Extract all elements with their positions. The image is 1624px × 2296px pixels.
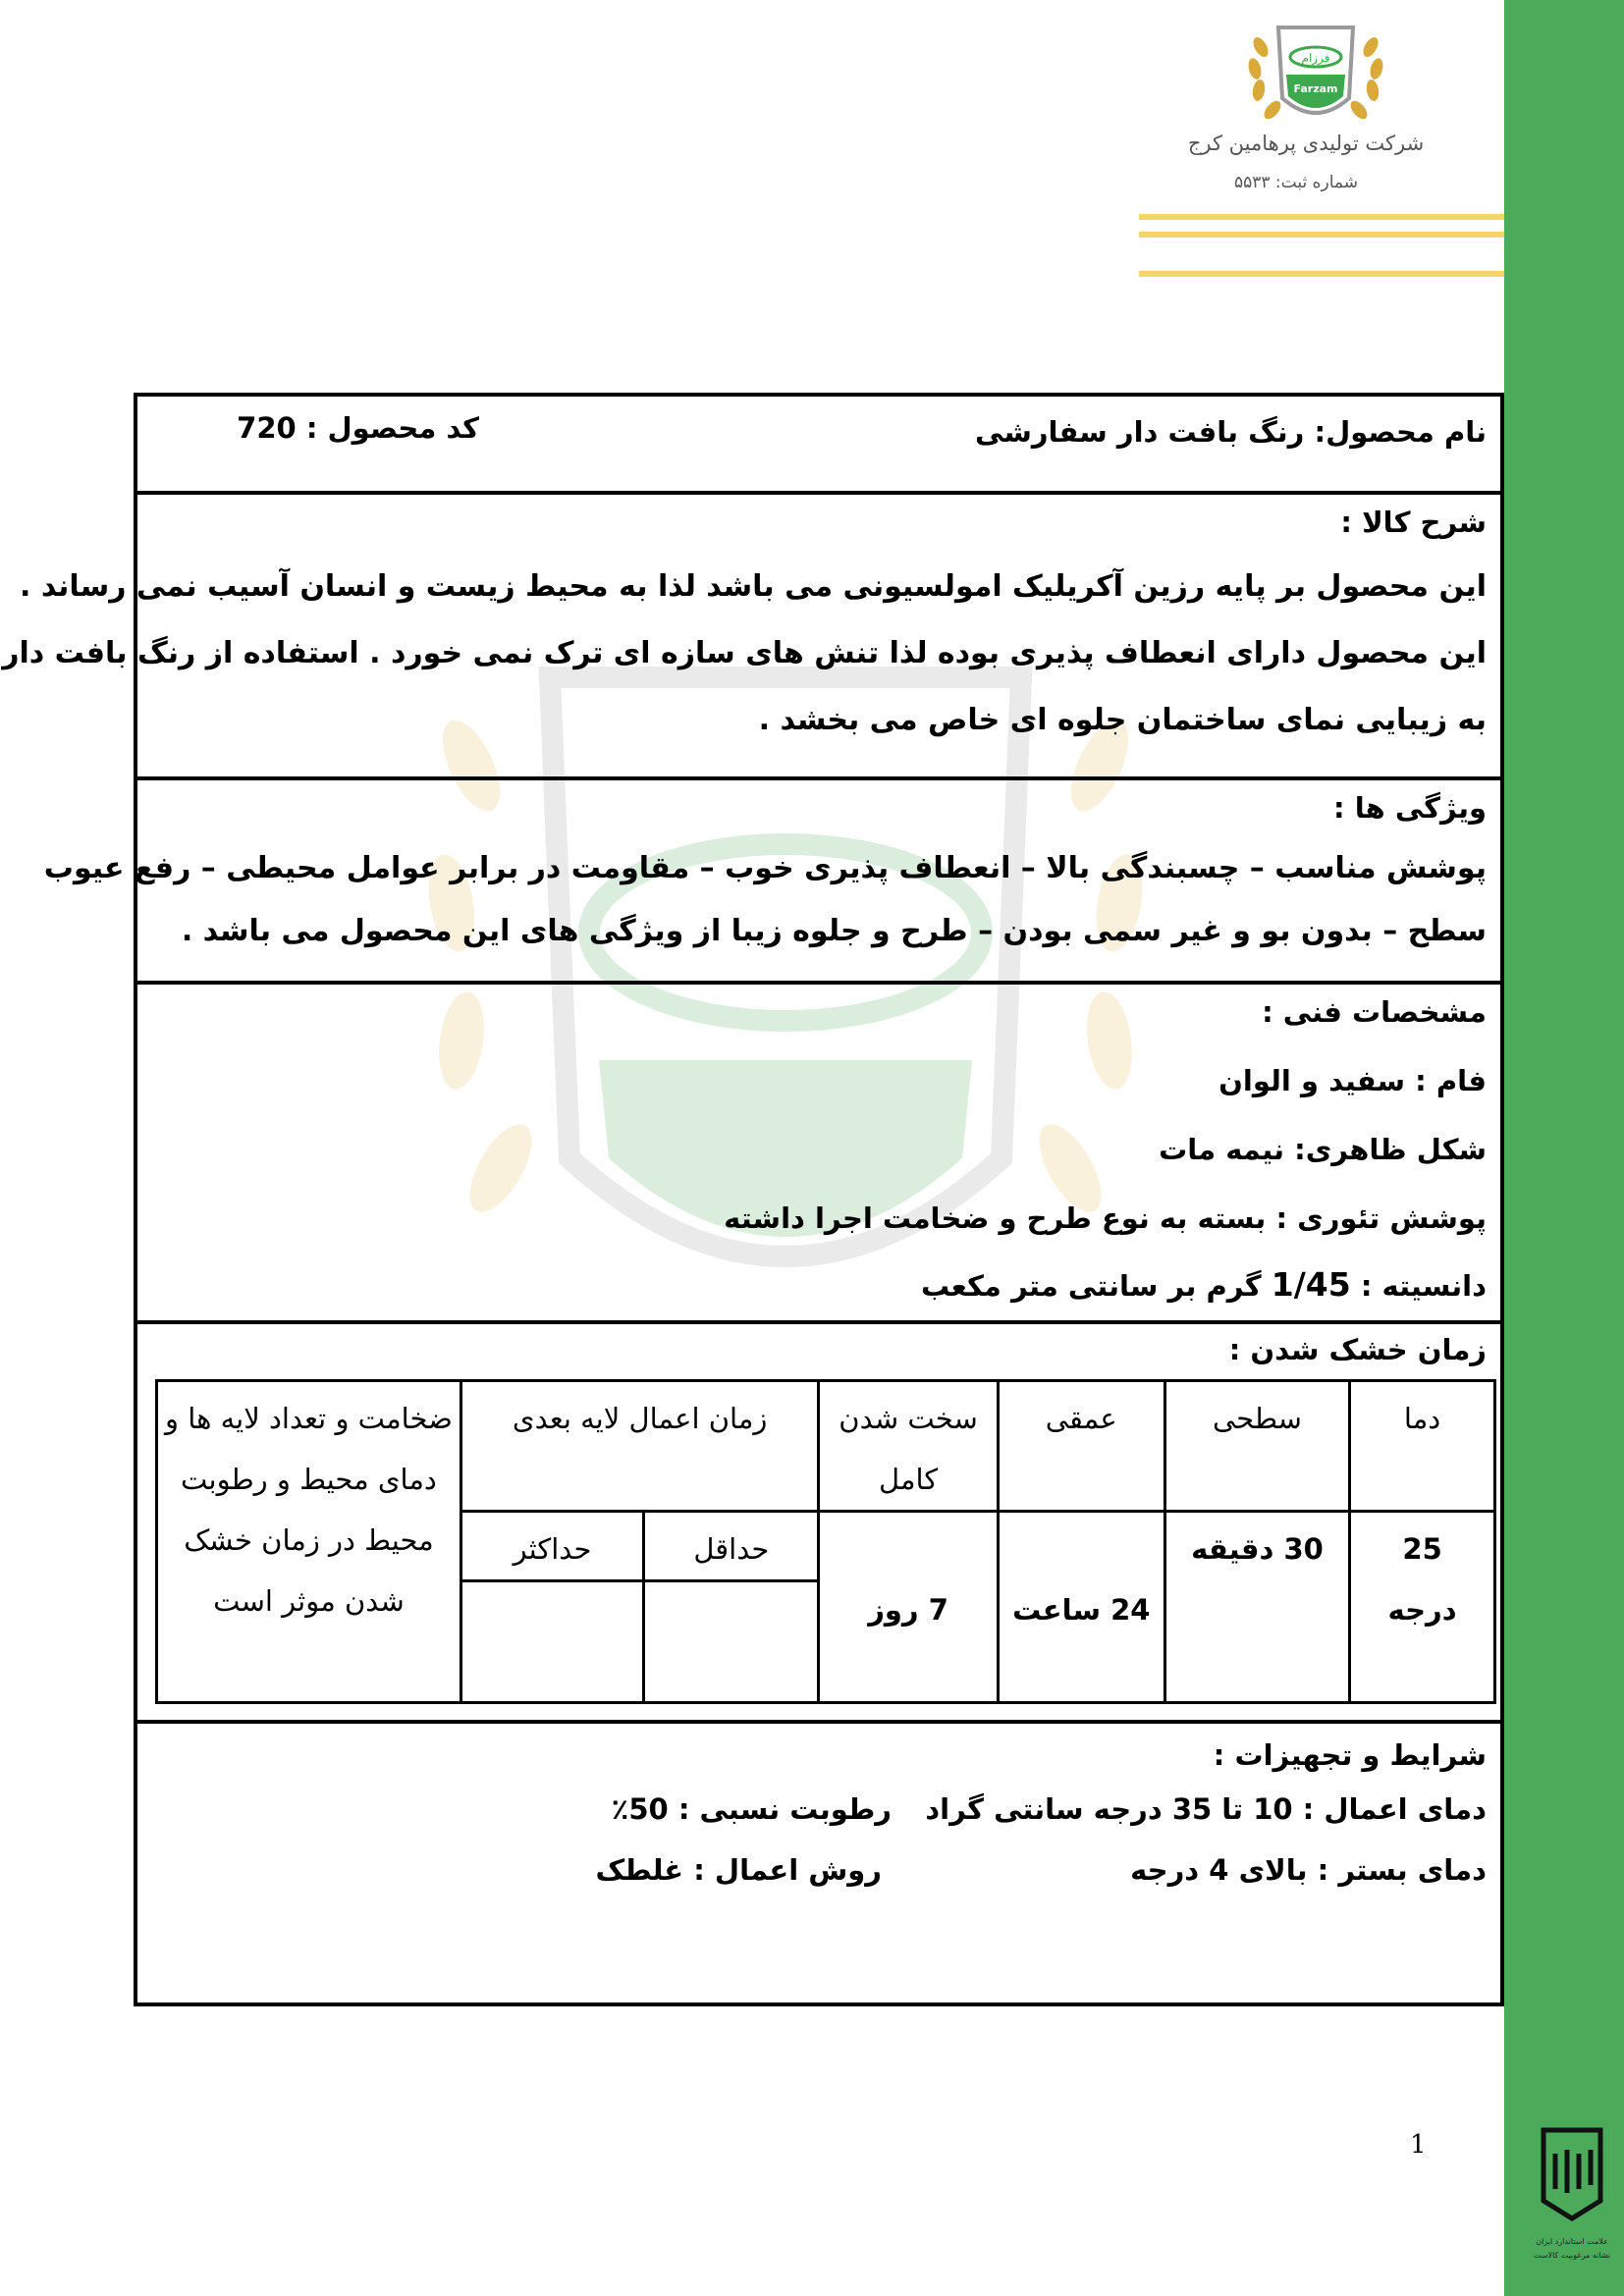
header-recoat: زمان اعمال لایه بعدی [460, 1381, 819, 1512]
substrate-value: 4 [1209, 1853, 1229, 1887]
registration-number: شماره ثبت: ۵۵۳۳ [1234, 173, 1358, 192]
description-heading: شرح کالا : [1340, 506, 1487, 539]
product-code-label: کد محصول : [305, 411, 479, 445]
features-heading: ویژگی ها : [1333, 791, 1487, 825]
specs-heading: مشخصات فنی : [1262, 995, 1487, 1029]
spec-density-label: دانسیته : [1360, 1269, 1487, 1303]
product-row [137, 397, 1500, 495]
application-temp-to: 35 [1171, 1792, 1213, 1826]
features-line: سطح – بدون بو و غیر سمی بودن – طرح و جلوه زیبا از ویژگی های این محصول می باشد . [181, 914, 1487, 948]
gold-divider-line [1139, 214, 1504, 220]
description-line: این محصول بر پایه رزین آکریلیک امولسیونی می باشد لذا به محیط زیست و انسان آسیب نمی رساند . [20, 569, 1487, 604]
spec-finish-value: نیمه مات [1159, 1133, 1284, 1166]
application-temp-label: دمای اعمال : [1302, 1792, 1487, 1826]
specs-section [137, 981, 1500, 1324]
depth-unit: ساعت [1012, 1593, 1101, 1627]
relative-humidity [612, 1792, 892, 1826]
features-section [43, 776, 1500, 985]
company-name: شرکت تولیدی پرهامین کرج [1187, 132, 1425, 155]
drying-section [137, 1320, 1500, 1724]
application-temp-from: 10 [1253, 1792, 1293, 1826]
header-temp: دما [1350, 1381, 1495, 1512]
product-code-line [237, 406, 479, 450]
drying-heading: زمان خشک شدن : [1228, 1333, 1487, 1366]
substrate-temp [1130, 1853, 1487, 1887]
value-hard [819, 1512, 998, 1703]
value-temp [1350, 1512, 1495, 1703]
application-method [596, 1853, 882, 1887]
features-line: پوشش مناسب – چسبندگی بالا – انعطاف پذیری خوب – مقاومت در برابر عوامل محیطی – رفع عیوب [43, 851, 1487, 885]
logo-text-latin: Farzam [1293, 82, 1338, 95]
standard-caption: نشانه مرغوبیت کالاست [1533, 2251, 1611, 2260]
conditions-section [137, 1720, 1500, 2004]
method-label: روش اعمال : [693, 1853, 882, 1887]
depth-num: 24 [1110, 1593, 1151, 1627]
header-hard: سخت شدن کامل [819, 1381, 998, 1512]
spec-coverage-value: بسته به نوع طرح و ضخامت اجرا داشته [724, 1201, 1267, 1235]
product-name-value: رنگ بافت دار سفارشی [974, 415, 1305, 449]
drying-note: ضخامت و تعداد لایه ها و دمای محیط و رطوبت محیط در زمان خشک شدن موثر است [157, 1381, 461, 1703]
description-section [2, 491, 1500, 780]
header-surface: سطحی [1164, 1381, 1349, 1512]
humidity-value: 50٪ [611, 1792, 669, 1826]
substrate-unit: درجه [1130, 1853, 1200, 1887]
min-label: حداقل [644, 1512, 819, 1581]
application-temp-to-word: تا [1221, 1792, 1244, 1826]
application-temp [925, 1792, 1487, 1826]
spec-density [921, 1263, 1487, 1308]
spec-finish [1159, 1128, 1487, 1171]
spec-coverage-label: پوشش تئوری : [1275, 1201, 1487, 1235]
product-sheet [2, 393, 1504, 2006]
substrate-label: دمای بستر : بالای [1238, 1853, 1487, 1887]
hard-num: 7 [928, 1593, 948, 1627]
spec-density-unit: گرم بر سانتی متر مکعب [920, 1269, 1262, 1303]
description-line: این محصول دارای انعطاف پذیری بوده لذا تنش های سازه ای ترک نمی خورد . استفاده از رنگ بافت دار [2, 636, 1487, 670]
spec-finish-label: شکل ظاهری: [1294, 1133, 1487, 1166]
spec-color-value: سفید و الوان [1218, 1064, 1406, 1097]
farzam-logo [1239, 18, 1392, 133]
application-temp-unit: درجه سانتی گراد [925, 1792, 1163, 1826]
min-value-cell [644, 1581, 819, 1703]
description-line: به زیبایی نمای ساختمان جلوه ای خاص می بخشد . [758, 703, 1487, 737]
surface-num: 30 [1283, 1532, 1324, 1566]
spec-color [1218, 1059, 1487, 1102]
product-name-label: نام محصول: [1314, 415, 1487, 449]
iran-standard-mark-icon [1528, 2120, 1616, 2287]
standard-caption: علامت استاندارد ایران [1536, 2237, 1608, 2246]
humidity-label: رطوبت نسبی : [677, 1792, 892, 1826]
green-sidebar [1504, 0, 1624, 2296]
gold-divider-line [1139, 232, 1504, 238]
spec-density-value: 1/45 [1271, 1265, 1351, 1304]
product-code-value: 720 [237, 411, 297, 445]
gold-divider-line [1139, 271, 1504, 277]
value-surface [1164, 1512, 1349, 1703]
drying-table [155, 1379, 1496, 1704]
header-depth: عمقی [998, 1381, 1164, 1512]
spec-color-label: فام : [1415, 1064, 1487, 1097]
hard-unit: روز [868, 1593, 919, 1627]
method-value: غلطک [595, 1853, 684, 1887]
temp-unit: درجه [1387, 1593, 1457, 1627]
logo-text: فرزام [1301, 51, 1330, 65]
conditions-heading: شرایط و تجهیزات : [1213, 1738, 1487, 1772]
product-name-line [975, 410, 1487, 454]
value-depth [998, 1512, 1164, 1703]
temp-num: 25 [1402, 1532, 1442, 1566]
surface-unit: دقیقه [1191, 1532, 1274, 1566]
page-number: 1 [1410, 2130, 1427, 2160]
spec-coverage [724, 1197, 1487, 1240]
max-label: حداکثر [460, 1512, 643, 1581]
max-value-cell [460, 1581, 643, 1703]
